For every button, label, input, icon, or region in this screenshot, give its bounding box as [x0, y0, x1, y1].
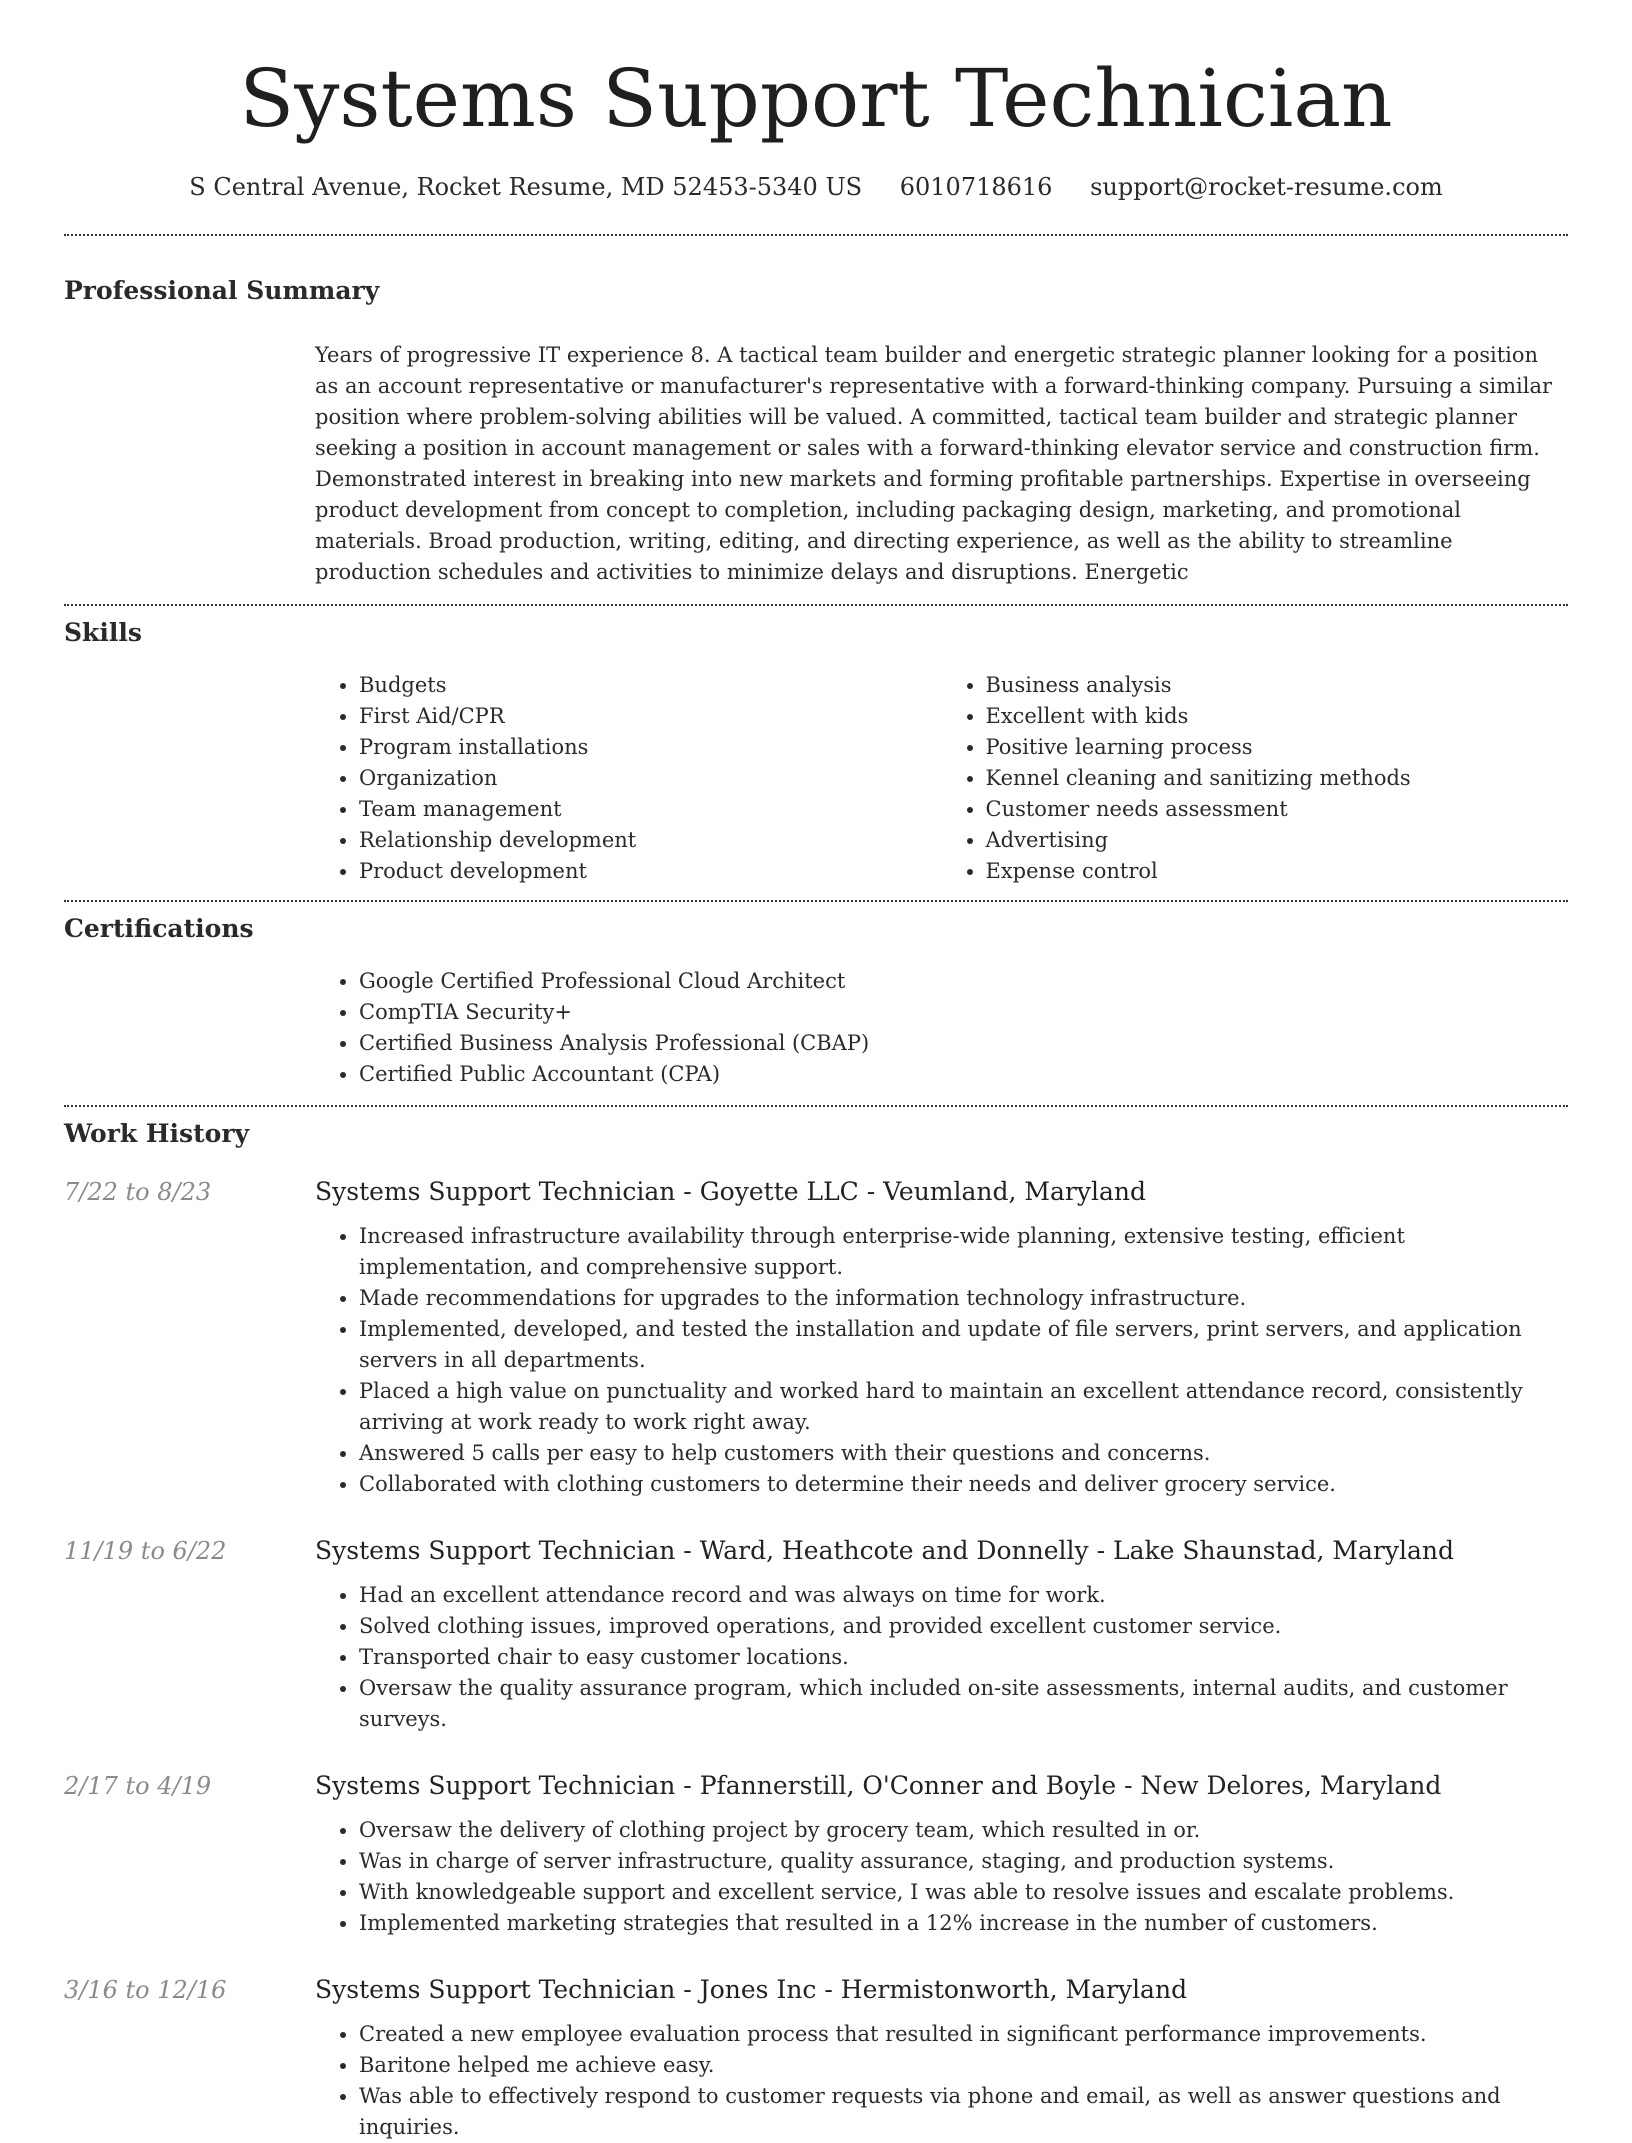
job-entry — [64, 1973, 1568, 2143]
job-bullet: • Solved clothing issues, improved operations, and provided excellent customer service. — [359, 1611, 1568, 1642]
section-divider — [64, 900, 1568, 902]
job-entry — [64, 1175, 1568, 1500]
job-bullet: • Collaborated with clothing customers to determine their needs and deliver grocery service. — [359, 1469, 1568, 1500]
job-entry — [64, 1534, 1568, 1735]
certifications-section — [64, 912, 1568, 1090]
skill-item: • Positive learning process — [986, 732, 1569, 763]
certification-item: • Google Certified Professional Cloud Architect — [359, 966, 1568, 997]
section-divider — [64, 234, 1568, 236]
certifications-heading: Certifications — [64, 914, 254, 943]
job-title: Systems Support Technician - Goyette LLC - Veumland, Maryland — [315, 1177, 1146, 1206]
job-dates: 11/19 to 6/22 — [64, 1537, 227, 1565]
job-bullet: • Increased infrastructure availability through enterprise-wide planning, extensive testing, efficient implementation, and comprehensive support. — [359, 1221, 1568, 1283]
skill-item: • Relationship development — [359, 825, 942, 856]
skills-column-right — [942, 670, 1569, 887]
skills-column-left — [315, 670, 942, 887]
skill-item: • Program installations — [359, 732, 942, 763]
job-dates: 2/17 to 4/19 — [64, 1772, 212, 1800]
skill-item: • Advertising — [986, 825, 1569, 856]
summary-text: Years of progressive IT experience 8. A tactical team builder and energetic strategic planner looking for a position as an account representative or manufacturer's representative with a forward-thinking company. Pursuing a similar position where problem-solving abilities will be valued. A committed, tactical team builder and strategic planner seeking a position in account management or sales with a forward-thinking elevator service and construction firm. Demonstrated interest in breaking into new markets and forming profitable partnerships. Expertise in overseeing product development from concept to completion, including packaging design, marketing, and promotional materials. Broad production, writing, editing, and directing experience, as well as the ability to streamline production schedules and activities to minimize delays and disruptions. Energetic — [315, 343, 1553, 584]
job-bullet: • Oversaw the delivery of clothing project by grocery team, which resulted in or. — [359, 1815, 1568, 1846]
certification-item: • Certified Public Accountant (CPA) — [359, 1059, 1568, 1090]
job-bullet: • Implemented, developed, and tested the installation and update of file servers, print servers, and application servers in all departments. — [359, 1314, 1568, 1376]
summary-heading: Professional Summary — [64, 276, 380, 305]
summary-section — [64, 274, 1568, 588]
skills-list — [315, 670, 1568, 887]
job-title: Systems Support Technician - Pfannerstill, O'Conner and Boyle - New Delores, Maryland — [315, 1771, 1442, 1800]
contact-email: support@rocket-resume.com — [1090, 173, 1443, 201]
job-bullet: • With knowledgeable support and excellent service, I was able to resolve issues and escalate problems. — [359, 1877, 1568, 1908]
job-bullet: • Oversaw the quality assurance program, which included on-site assessments, internal audits, and customer surveys. — [359, 1673, 1568, 1735]
job-bullet: • Placed a high value on punctuality and worked hard to maintain an excellent attendance record, consistently arriving at work ready to work right away. — [359, 1376, 1568, 1438]
skill-item: • Budgets — [359, 670, 942, 701]
contact-address: S Central Avenue, Rocket Resume, MD 52453-5340 US — [189, 173, 863, 201]
job-entry — [64, 1769, 1568, 1939]
job-dates: 3/16 to 12/16 — [64, 1976, 227, 2004]
job-bullet: • Transported chair to easy customer locations. — [359, 1642, 1568, 1673]
skill-item: • Expense control — [986, 856, 1569, 887]
job-bullets — [315, 2019, 1568, 2143]
work-history-heading: Work History — [64, 1119, 250, 1148]
job-title: Systems Support Technician - Jones Inc - Hermistonworth, Maryland — [315, 1975, 1188, 2004]
skill-item: • Kennel cleaning and sanitizing methods — [986, 763, 1569, 794]
section-divider — [64, 1105, 1568, 1107]
job-bullet: • Implemented marketing strategies that resulted in a 12% increase in the number of customers. — [359, 1908, 1568, 1939]
contact-line — [64, 170, 1568, 204]
job-bullet: • Baritone helped me achieve easy. — [359, 2050, 1568, 2081]
skill-item: • Organization — [359, 763, 942, 794]
skill-item: • First Aid/CPR — [359, 701, 942, 732]
certifications-list — [315, 966, 1568, 1090]
resume-page — [64, 0, 1568, 2143]
candidate-name: Systems Support Technician — [239, 52, 1393, 145]
contact-phone: 6010718616 — [899, 173, 1053, 201]
job-bullet: • Had an excellent attendance record and was always on time for work. — [359, 1580, 1568, 1611]
job-bullet: • Was able to effectively respond to customer requests via phone and email, as well as answer questions and inquiries. — [359, 2081, 1568, 2143]
job-bullets — [315, 1221, 1568, 1500]
skills-heading: Skills — [64, 618, 142, 647]
work-history-section — [64, 1117, 1568, 2143]
skill-item: • Product development — [359, 856, 942, 887]
skill-item: • Excellent with kids — [986, 701, 1569, 732]
job-title: Systems Support Technician - Ward, Heathcote and Donnelly - Lake Shaunstad, Maryland — [315, 1536, 1454, 1565]
job-bullet: • Created a new employee evaluation process that resulted in significant performance improvements. — [359, 2019, 1568, 2050]
skills-section — [64, 616, 1568, 887]
job-bullets — [315, 1815, 1568, 1939]
skill-item: • Business analysis — [986, 670, 1569, 701]
certification-item: • CompTIA Security+ — [359, 997, 1568, 1028]
section-divider — [64, 604, 1568, 606]
job-bullet: • Made recommendations for upgrades to the information technology infrastructure. — [359, 1283, 1568, 1314]
certification-item: • Certified Business Analysis Professional (CBAP) — [359, 1028, 1568, 1059]
skill-item: • Customer needs assessment — [986, 794, 1569, 825]
job-bullet: • Answered 5 calls per easy to help customers with their questions and concerns. — [359, 1438, 1568, 1469]
skill-item: • Team management — [359, 794, 942, 825]
job-bullets — [315, 1580, 1568, 1735]
job-dates: 7/22 to 8/23 — [64, 1178, 212, 1206]
job-bullet: • Was in charge of server infrastructure, quality assurance, staging, and production systems. — [359, 1846, 1568, 1877]
